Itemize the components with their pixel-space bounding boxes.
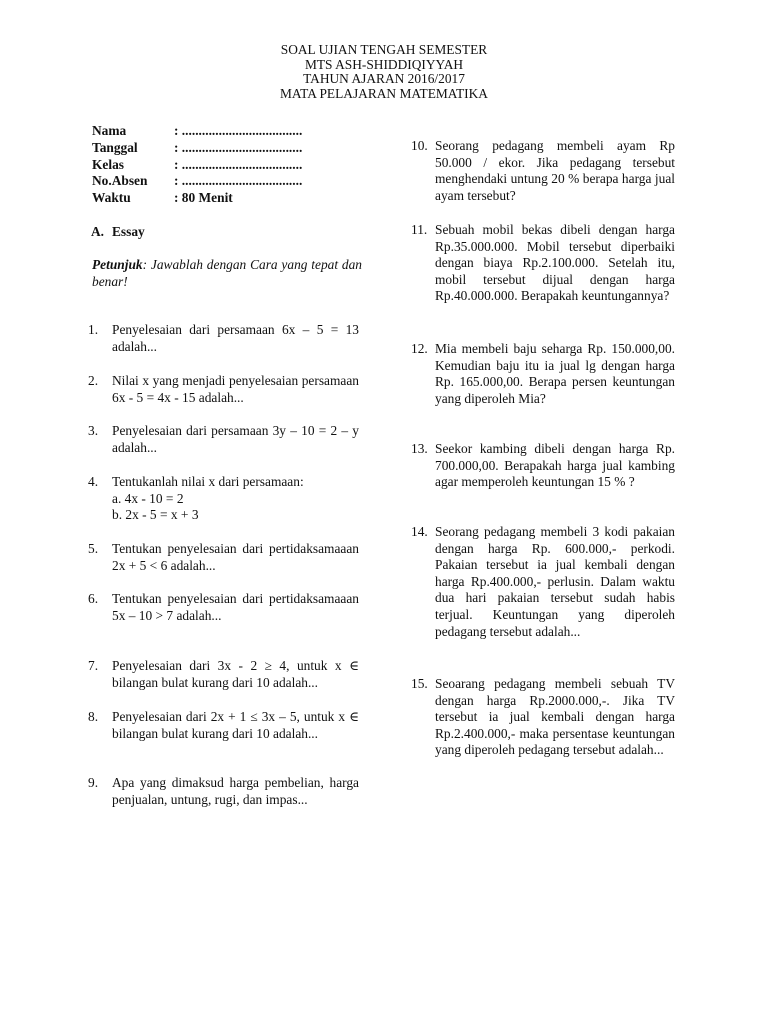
identity-value: : 80 Menit	[174, 190, 233, 206]
question-5	[88, 541, 359, 574]
question-13	[411, 441, 675, 491]
identity-value: : ....................................	[174, 123, 303, 138]
header-title: SOAL UJIAN TENGAH SEMESTER	[280, 42, 488, 57]
question-number: 13.	[411, 441, 428, 456]
question-text: Apa yang dimaksud harga pembelian, harga penjualan, untung, rugi, dan impas...	[112, 775, 359, 807]
question-text: Seekor kambing dibeli dengan harga Rp. 700.000,00. Berapakah harga jual kambing agar memperoleh keuntungan 15 % ?	[435, 441, 675, 490]
instruction-label: Petunjuk	[92, 257, 143, 272]
student-identity-table	[92, 123, 302, 207]
question-11	[411, 222, 675, 305]
identity-row-tanggal	[92, 140, 302, 157]
question-text: Tentukanlah nilai x dari persamaan:	[112, 474, 304, 489]
question-number: 9.	[88, 775, 99, 790]
header-year: TAHUN AJARAN 2016/2017	[303, 71, 465, 86]
question-text: Penyelesaian dari persamaan 3y – 10 = 2 – y adalah...	[112, 423, 359, 455]
question-text: Sebuah mobil bekas dibeli dengan harga Rp.35.000.000. Mobil tersebut diperbaiki dengan biaya Rp.2.100.000. Setelah itu, mobil tersebut dijual dengan harga Rp.40.000.000. Berapakah keuntungannya?	[435, 222, 675, 304]
identity-value: : ....................................	[174, 139, 303, 155]
identity-row-nama	[92, 123, 302, 140]
identity-row-noabsen	[92, 173, 302, 190]
header-school: MTS ASH-SHIDDIQIYYAH	[304, 56, 464, 72]
identity-row-kelas	[92, 157, 302, 174]
identity-label: Waktu	[92, 190, 131, 206]
question-sub-a: a. 4x - 10 = 2	[112, 490, 184, 506]
question-12	[411, 341, 675, 407]
question-sub-b: b. 2x - 5 = x + 3	[112, 507, 199, 523]
question-text: Seorang pedagang membeli 3 kodi pakaian dengan harga Rp. 600.000,- perkodi. Pakaian tersebut ia jual kembali dengan harga Rp.400.000,- perlusin. Dalam waktu dua hari pakaian tersebut sudah habis terjual. Keuntungan yang diperoleh pedagang tersebut adalah...	[435, 524, 675, 639]
question-number: 4.	[88, 474, 99, 489]
identity-label: Tanggal	[92, 139, 138, 155]
section-letter: A.	[91, 224, 105, 239]
identity-label: No.Absen	[92, 173, 148, 189]
question-3	[88, 423, 359, 456]
question-number: 14.	[411, 524, 428, 539]
question-text: Tentukan penyelesaian dari pertidaksamaaan 5x – 10 > 7 adalah...	[112, 591, 359, 623]
question-text: Nilai x yang menjadi penyelesaian persamaan 6x - 5 = 4x - 15 adalah...	[112, 373, 359, 405]
question-text: Mia membeli baju seharga Rp. 150.000,00. Kemudian baju itu ia jual lg dengan harga Rp. 165.000,00. Berapa persen keuntungan yang diperoleh Mia?	[435, 341, 675, 406]
question-10	[411, 138, 675, 204]
question-number: 7.	[88, 658, 99, 673]
identity-label: Kelas	[92, 156, 124, 172]
question-8	[88, 709, 359, 742]
question-text: Penyelesaian dari 3x - 2 ≥ 4, untuk x ∈ bilangan bulat kurang dari 10 adalah...	[112, 658, 359, 690]
question-number: 6.	[88, 591, 99, 606]
question-text: Penyelesaian dari persamaan 6x – 5 = 13 adalah...	[112, 322, 359, 354]
question-body	[112, 474, 359, 524]
section-heading	[91, 224, 145, 241]
instruction-body: : Jawablah dengan Cara yang tepat dan benar!	[92, 257, 362, 289]
question-9	[88, 775, 359, 808]
question-6	[88, 591, 359, 624]
question-7	[88, 658, 359, 691]
question-text: Tentukan penyelesaian dari pertidaksamaaan 2x + 5 < 6 adalah...	[112, 541, 359, 573]
question-number: 2.	[88, 373, 99, 388]
identity-row-waktu	[92, 190, 302, 207]
question-number: 10.	[411, 138, 428, 153]
question-number: 11.	[411, 222, 428, 237]
identity-value: : ....................................	[174, 156, 303, 172]
question-number: 12.	[411, 341, 428, 356]
question-number: 3.	[88, 423, 99, 438]
instruction-text	[92, 257, 362, 290]
question-number: 8.	[88, 709, 99, 724]
identity-label: Nama	[92, 123, 127, 138]
identity-value: : ....................................	[174, 173, 303, 189]
question-number: 1.	[88, 322, 99, 337]
document-header	[0, 43, 768, 101]
question-text: Seorang pedagang membeli ayam Rp 50.000 / ekor. Jika pedagang tersebut menghendaki untung 20 % berapa harga jual ayam tersebut?	[435, 138, 675, 203]
question-number: 5.	[88, 541, 99, 556]
section-title: Essay	[112, 224, 145, 239]
question-15	[411, 676, 675, 759]
question-2	[88, 373, 359, 406]
question-text: Seoarang pedagang membeli sebuah TV dengan harga Rp.2000.000,-. Jika TV tersebut ia jual kembali dengan harga Rp.2.400.000,- maka persentase keuntungan yang diperoleh pedagang tersebut adalah...	[435, 676, 675, 758]
header-subject: MATA PELAJARAN MATEMATIKA	[280, 85, 488, 101]
question-text: Penyelesaian dari 2x + 1 ≤ 3x – 5, untuk x ∈ bilangan bulat kurang dari 10 adalah...	[112, 709, 359, 741]
question-1	[88, 322, 359, 355]
question-14	[411, 524, 675, 640]
question-number: 15.	[411, 676, 428, 691]
question-4	[88, 474, 359, 524]
